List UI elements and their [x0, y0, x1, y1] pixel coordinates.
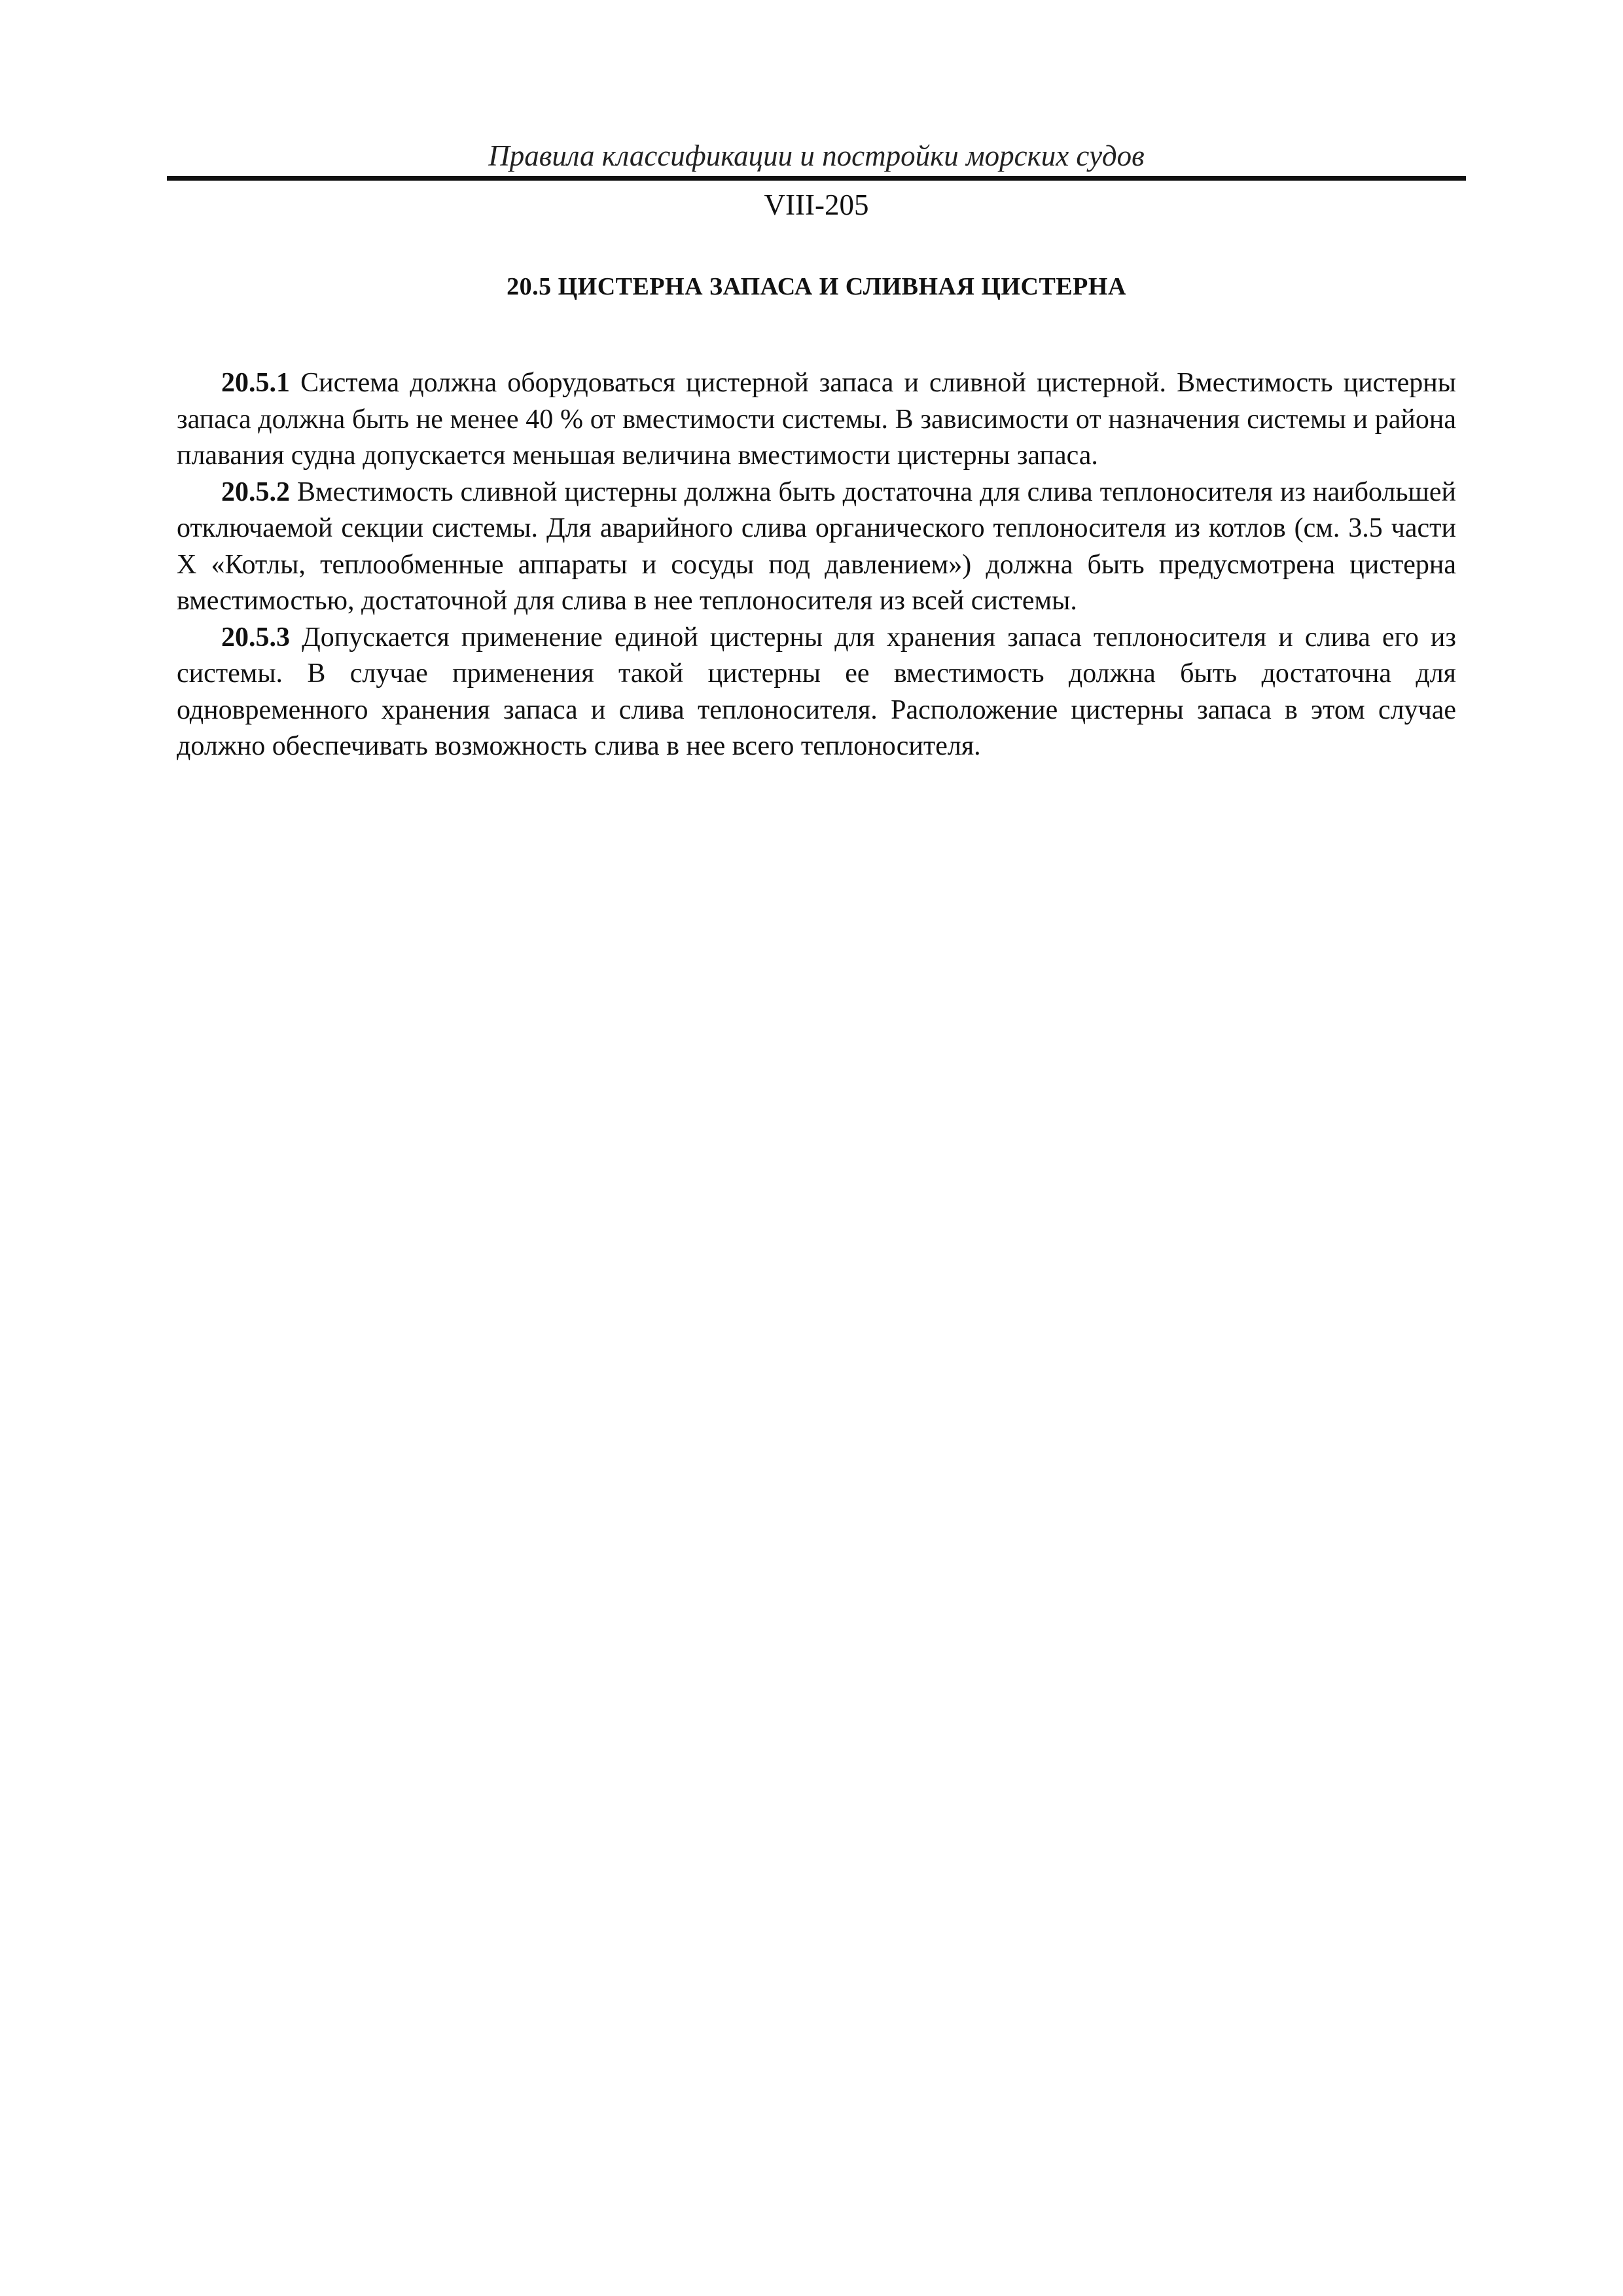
paragraph-text: Вместимость сливной цистерны должна быть достаточна для слива теплоносителя из наибольшей отключаемой секции системы. Для аварийного слива органического теплоносителя из котлов (см. 3.5 части X «Котлы, теплообменные аппараты и сосуды под давлением») должна быть предусмотрена цистерна вместимостью, достаточной для слива в нее теплоносителя из всей системы.: [177, 476, 1457, 616]
section-title: 20.5 ЦИСТЕРНА ЗАПАСА И СЛИВНАЯ ЦИСТЕРНА: [507, 273, 1126, 300]
paragraph-20-5-2: [177, 475, 1456, 620]
paragraph-20-5-1: [177, 365, 1456, 475]
paragraph-20-5-3: [177, 620, 1456, 765]
clause-number: 20.5.2: [221, 476, 290, 507]
paragraph-text: Допускается применение единой цистерны для хранения запаса теплоносителя и слива его из системы. В случае применения такой цистерны ее вместимость должна быть достаточна для одновременного хранения запаса и слива теплоносителя. Расположение цистерны запаса в этом случае должно обеспечивать возможность слива в нее всего теплоносителя.: [177, 622, 1456, 761]
running-header: Правила классификации и постройки морских судов: [488, 139, 1145, 172]
section-body: [177, 365, 1456, 765]
clause-number: 20.5.1: [221, 368, 290, 398]
paragraph-text: Система должна оборудоваться цистерной запаса и сливной цистерной. Вместимость цистерны запаса должна быть не менее 40 % от вместимости системы. В зависимости от назначения системы и района плавания судна допускается меньшая величина вместимости цистерны запаса.: [177, 368, 1456, 471]
header-rule: [167, 176, 1466, 181]
clause-number: 20.5.3: [221, 622, 290, 653]
page-number: VIII-205: [764, 188, 869, 221]
